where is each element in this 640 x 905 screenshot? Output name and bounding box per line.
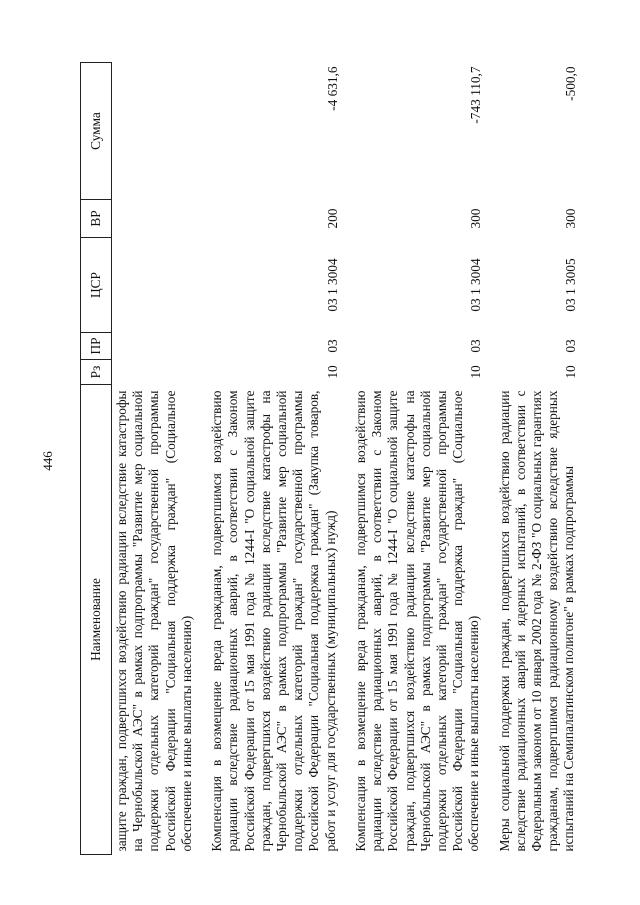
row-csr: 03 1 3004 <box>468 258 484 312</box>
row-vr: 200 <box>324 208 340 229</box>
header-sum: Сумма <box>81 63 112 200</box>
row-rz: 10 <box>324 365 340 379</box>
table-row <box>112 63 200 855</box>
row-csr: 03 1 3004 <box>324 258 340 312</box>
row-pr: 03 <box>324 339 340 353</box>
row-sum: -500,0 <box>563 66 579 101</box>
row-vr: 300 <box>468 208 484 229</box>
row-sum <box>112 63 200 200</box>
rotated-page-content <box>80 63 600 855</box>
row-rz: 10 <box>563 365 579 379</box>
row-pr: 03 <box>468 339 484 353</box>
table-header-row <box>81 63 112 855</box>
page-number <box>38 452 58 470</box>
header-rz: Рз <box>81 360 112 385</box>
header-csr: ЦСР <box>81 238 112 333</box>
header-vr: ВР <box>81 200 112 238</box>
row-sum: -4 631,6 <box>324 66 340 111</box>
row-csr: 03 1 3005 <box>563 258 579 312</box>
row-rz <box>112 360 200 385</box>
row-name: Компенсация в возмещение вреда гражданам, подвергшимся воздействию радиации вследствие радиационных аварий, в соответствии с Законом Российской Федерации от 15 мая 1991 года № 1244-I "О социальной защите граждан, подвергшихся воздействию радиации вследствие катастрофы на Чернобыльской АЭС" в рамках подпрограммы "Развитие мер социальной поддержки отдельных категорий граждан" государственной программы Российской Федерации "Социальная поддержка граждан" (Закупка товаров, работ и услуг для государственных (муниципальных) нужд) <box>209 390 338 852</box>
page-number-text: 446 <box>40 451 55 471</box>
row-pr: 03 <box>563 339 579 353</box>
row-name: Компенсация в возмещение вреда гражданам, подвергшимся воздействию радиации вследствие радиационных аварий, в соответствии с Законом Российской Федерации от 15 мая 1991 года № 1244-I "О социальной защите граждан, подвергшихся воздействию радиации вследствие катастрофы на Чернобыльской АЭС" в рамках подпрограммы "Развитие мер социальной поддержки отдельных категорий граждан" государственной программы Российской Федерации "Социальная поддержка граждан" (Социальное обеспечение и иные выплаты населению) <box>352 390 482 852</box>
header-pr: ПР <box>81 333 112 360</box>
table-row <box>495 63 582 855</box>
table-row <box>351 63 487 855</box>
row-pr <box>112 333 200 360</box>
row-name: Меры социальной поддержки граждан, подвергшихся воздействию радиации вследствие радиационных аварий и ядерных испытаний, в соответствии с Федеральным законом от 10 января 2002 года № 2-ФЗ "О социальных гарантиях гражданам, подвергшимся радиационному воздействию вследствие ядерных испытаний на Семипалатинском полигоне" в рамках подпрограммы <box>496 390 577 852</box>
budget-table <box>80 62 582 855</box>
header-name: Наименование <box>81 385 112 855</box>
table-row <box>207 63 343 855</box>
row-vr <box>112 200 200 238</box>
row-name: защите граждан, подвергшихся воздействию радиации вследствие катастрофы на Чернобыльской АЭС" в рамках подпрограммы "Развитие мер социальной поддержки отдельных категорий граждан" государственной программы Российской Федерации "Социальная поддержка граждан" (Социальное обеспечение и иные выплаты населению) <box>114 390 194 852</box>
row-rz: 10 <box>468 365 484 379</box>
row-vr: 300 <box>563 208 579 229</box>
row-sum: -743 110,7 <box>468 66 484 124</box>
row-csr <box>112 238 200 333</box>
